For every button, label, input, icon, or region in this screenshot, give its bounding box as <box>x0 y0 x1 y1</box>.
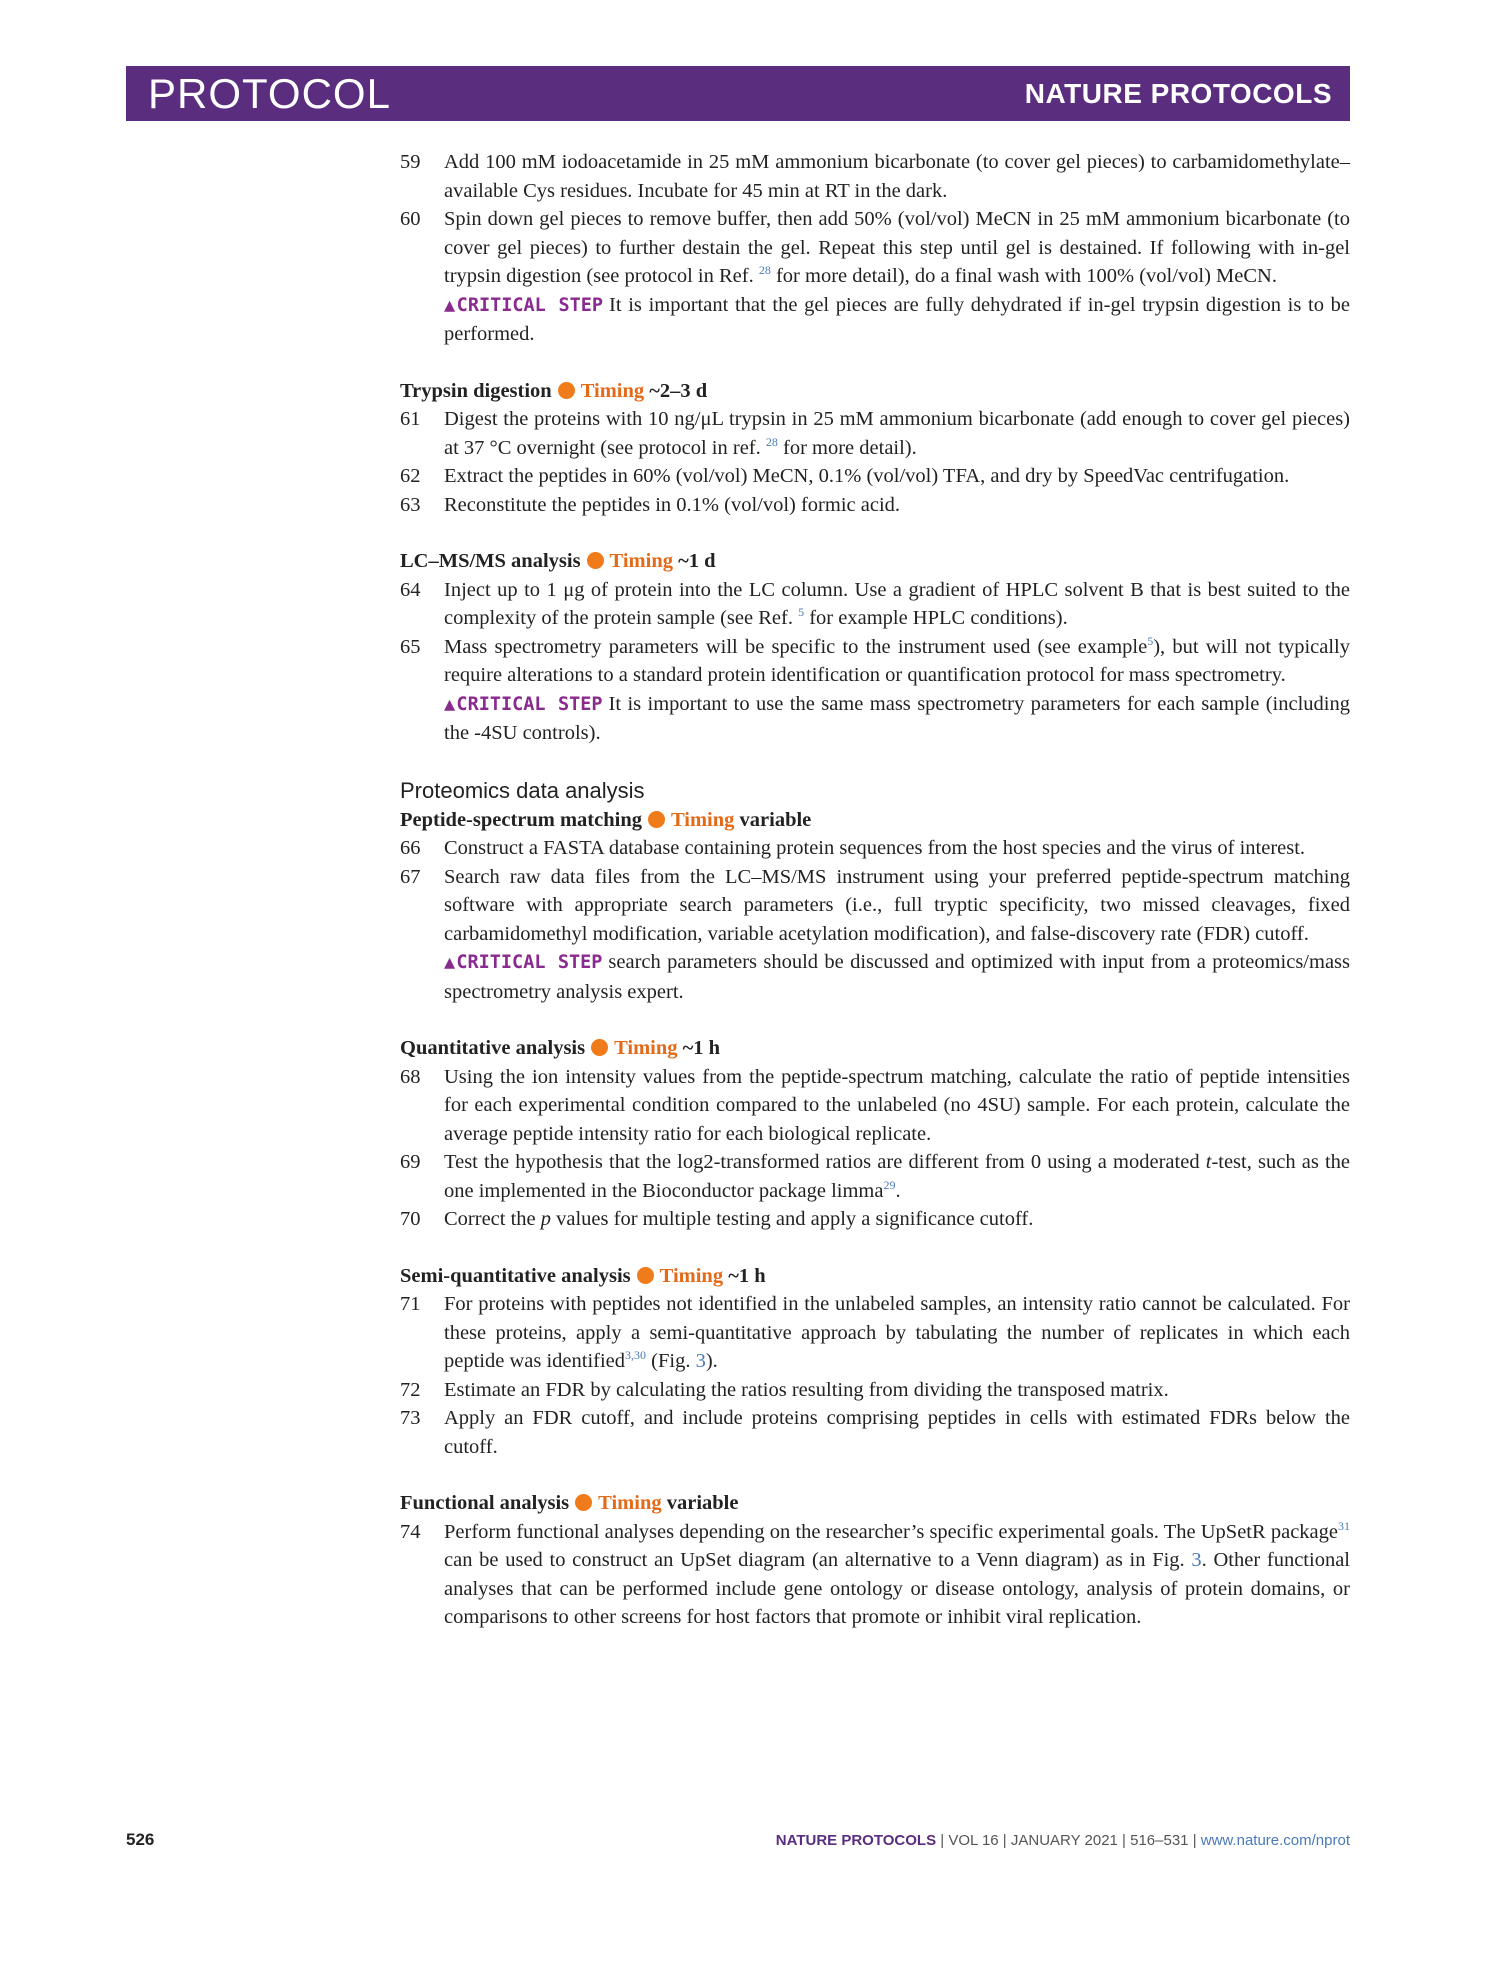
step-number: 61 <box>400 408 421 430</box>
footer-citation: NATURE PROTOCOLS | VOL 16 | JANUARY 2021 | 516–531 | www.nature.com/nprot <box>775 1832 1350 1849</box>
step-number: 71 <box>400 1293 421 1315</box>
step-text: Apply an FDR cutoff, and include proteins comprising peptides in cells with estimated FDRs below the cutoff. <box>444 1407 1350 1458</box>
critical-step-label: ▲CRITICAL STEP <box>444 952 603 973</box>
step-number: 73 <box>400 1407 421 1429</box>
step-number: 72 <box>400 1378 421 1401</box>
step-number: 66 <box>400 837 421 859</box>
timing-dot-icon <box>637 1267 654 1284</box>
step-60 <box>400 205 1350 291</box>
step-59 <box>400 148 1350 205</box>
section-heading-trypsin: Trypsin digestion Timing ~2–3 d <box>400 379 708 402</box>
step-61 <box>400 405 1350 462</box>
step-number: 64 <box>400 578 421 601</box>
timing-dot-icon <box>587 552 604 569</box>
step-text: Spin down gel pieces to remove buffer, then add 50% (vol/vol) MeCN in 25 mM ammonium bicarbonate (to cover gel pieces) to further destain the gel. Repeat this step until gel is destained. If following with in-gel trypsin digestion (see protocol in Ref. $^{28}$ for more detail), do a final wash with 100% (vol/vol) MeCN. <box>444 208 1350 287</box>
step-62 <box>400 462 1350 491</box>
section-heading-lcms: LC–MS/MS analysis Timing ~1 d <box>400 550 716 572</box>
citation-link[interactable]: 28 <box>765 434 778 449</box>
critical-step-label: ▲CRITICAL STEP <box>444 294 604 316</box>
citation-link[interactable]: 5 <box>1147 633 1154 648</box>
journal-name: NATURE PROTOCOLS <box>1024 78 1332 109</box>
step-68 <box>400 1063 1350 1149</box>
step-69 <box>400 1148 1350 1205</box>
step-text: Correct the p values for multiple testing and apply a significance cutoff. <box>444 1208 1034 1230</box>
article-body <box>400 148 1350 1632</box>
step-64 <box>400 576 1350 633</box>
step-72 <box>400 1376 1350 1405</box>
step-text: For proteins with peptides not identified in the unlabeled samples, an intensity ratio cannot be calculated. For these proteins, apply a semi-quantitative approach by tabulating the number of replicates in which each peptide was identified$^{3,30}$ (Fig. 3). <box>444 1293 1350 1372</box>
timing-dot-icon <box>575 1494 592 1511</box>
step-66 <box>400 834 1350 863</box>
citation-link[interactable]: 31 <box>1338 1518 1350 1533</box>
step-number: 68 <box>400 1065 421 1088</box>
citation-link[interactable]: 28 <box>758 263 771 278</box>
section-heading-semi: Semi-quantitative analysis Timing ~1 h <box>400 1264 766 1287</box>
step-text: Extract the peptides in 60% (vol/vol) MeCN, 0.1% (vol/vol) TFA, and dry by SpeedVac centrifugation. <box>444 465 1290 487</box>
timing-dot-icon <box>648 811 665 828</box>
step-text: Estimate an FDR by calculating the ratios resulting from dividing the transposed matrix. <box>444 1378 1169 1401</box>
step-text: Perform functional analyses depending on the researcher’s specific experimental goals. The UpSetR package$^{31}$ can be used to construct an UpSet diagram (an alternative to a Venn diagram) as in Fig. 3. Other functional analyses that can be performed include gene ontology or disease ontology, analysis of protein domains, or comparisons to other screens for host factors that promote or inhibit viral replication. <box>444 1518 1350 1628</box>
footer-journal: NATURE PROTOCOLS <box>775 1832 937 1849</box>
critical-step <box>400 948 1350 1006</box>
critical-step-text: It is important to use the same mass spectrometry parameters for each sample (including the -4SU controls). <box>444 692 1350 744</box>
step-number: 67 <box>400 865 421 888</box>
step-number: 74 <box>400 1520 421 1543</box>
step-73 <box>400 1404 1350 1461</box>
page-number: 526 <box>126 1830 155 1849</box>
timing-dot-icon <box>591 1039 608 1056</box>
step-65 <box>400 633 1350 690</box>
section-heading-proteomics: Proteomics data analysis <box>400 777 645 803</box>
step-74 <box>400 1518 1350 1632</box>
section-heading-func: Functional analysis Timing variable <box>400 1492 739 1514</box>
critical-step-label: ▲CRITICAL STEP <box>444 693 603 715</box>
step-67 <box>400 863 1350 949</box>
step-text: Mass spectrometry parameters will be specific to the instrument used (see example$^5$), but will not typically require alterations to a standard protein identification or quantification protocol for mass spectrometry. <box>444 633 1351 686</box>
critical-step <box>400 291 1350 349</box>
step-71 <box>400 1290 1350 1376</box>
citation-link[interactable]: 3,30 <box>625 1348 647 1363</box>
step-text: Reconstitute the peptides in 0.1% (vol/vol) formic acid. <box>444 493 901 516</box>
section-heading-psm: Peptide-spectrum matching Timing variable <box>400 808 812 831</box>
step-number: 60 <box>400 208 421 230</box>
step-text: Search raw data files from the LC–MS/MS instrument using your preferred peptide-spectrum matching software with appropriate search parameters (i.e., full tryptic specificity, two missed cleavages, fixed carbamidomethyl modification, variable acetylation modification), and false-discovery rate (FDR) cutoff. <box>444 865 1350 945</box>
section-heading-quant: Quantitative analysis Timing ~1 h <box>400 1037 721 1059</box>
journal-url-link[interactable]: www.nature.com/nprot <box>1200 1832 1350 1849</box>
step-text: Digest the proteins with 10 ng/μL trypsin in 25 mM ammonium bicarbonate (add enough to cover gel pieces) at 37 °C overnight (see protocol in ref. $^{28}$ for more detail). <box>444 408 1350 459</box>
step-text: Test the hypothesis that the log2-transformed ratios are different from 0 using a moderated t-test, such as the one implemented in the Bioconductor package limma$^{29}$. <box>444 1151 1351 1202</box>
step-63 <box>400 491 1350 520</box>
step-number: 62 <box>400 465 421 487</box>
step-number: 59 <box>400 151 421 173</box>
page-header <box>126 66 1350 121</box>
step-number: 63 <box>400 493 421 516</box>
citation-link[interactable]: 5 <box>798 605 805 620</box>
step-text: Inject up to 1 μg of protein into the LC column. Use a gradient of HPLC solvent B that is best suited to the complexity of the protein sample (see Ref. $^5$ for example HPLC conditions). <box>444 578 1350 629</box>
critical-step-text: search parameters should be discussed and optimized with input from a proteomics/mass spectrometry analysis expert. <box>444 951 1351 1003</box>
citation-link[interactable]: 29 <box>883 1177 896 1192</box>
timing-dot-icon <box>558 382 575 399</box>
step-text: Add 100 mM iodoacetamide in 25 mM ammonium bicarbonate (to cover gel pieces) to carbamidomethylate–available Cys residues. Incubate for 45 min at RT in the dark. <box>444 151 1350 202</box>
figure-link[interactable]: 3 <box>695 1350 706 1372</box>
critical-step <box>400 690 1350 748</box>
critical-step-text: It is important that the gel pieces are fully dehydrated if in-gel trypsin digestion is to be performed. <box>444 293 1350 345</box>
step-70 <box>400 1205 1350 1234</box>
figure-link[interactable]: 3 <box>1191 1549 1202 1571</box>
step-text: Construct a FASTA database containing protein sequences from the host species and the virus of interest. <box>444 837 1306 859</box>
step-number: 70 <box>400 1208 421 1230</box>
step-number: 69 <box>400 1151 421 1173</box>
step-text: Using the ion intensity values from the peptide-spectrum matching, calculate the ratio of peptide intensities for each experimental condition compared to the unlabeled (no 4SU) sample. For each protein, calculate the average peptide intensity ratio for each biological replicate. <box>444 1065 1350 1145</box>
section-type-label: PROTOCOL <box>148 70 391 117</box>
step-number: 65 <box>400 635 421 658</box>
